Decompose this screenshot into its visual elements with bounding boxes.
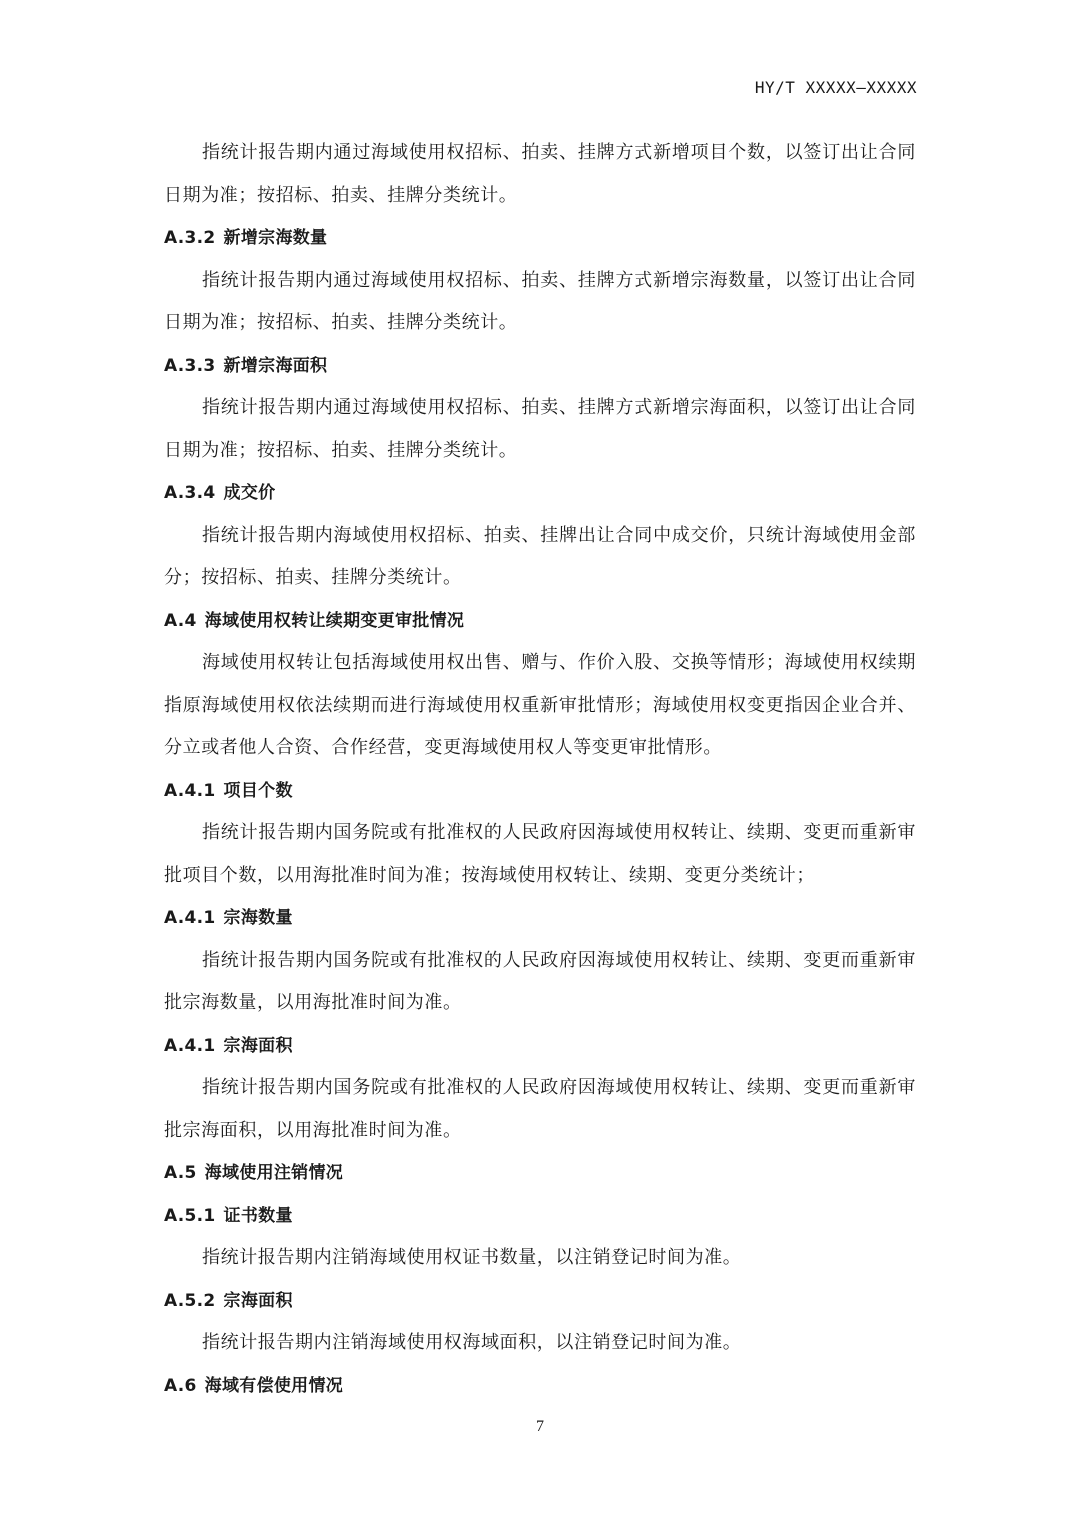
section-title: 新增宗海面积 <box>223 355 328 376</box>
section-title: 宗海数量 <box>223 908 293 928</box>
section-number: A.5.1 <box>164 1205 216 1226</box>
section-title: 成交价 <box>223 483 276 503</box>
section-title: 海域有偿使用情况 <box>204 1375 344 1396</box>
section-title: 项目个数 <box>223 780 293 801</box>
paragraph: 指统计报告期内注销海域使用权证书数量，以注销登记时间为准。 <box>202 1247 742 1268</box>
page-number: 7 <box>536 1418 544 1435</box>
section-heading <box>164 345 916 388</box>
paragraph: 指统计报告期内通过海域使用权招标、拍卖、挂牌方式新增宗海面积，以签订出让合同日期为准；按招标、拍卖、挂牌分类统计。 <box>164 397 916 461</box>
standard-code: HY/T XXXXX—XXXXX <box>754 78 917 97</box>
section-number: A.4.1 <box>164 780 216 801</box>
section-heading <box>164 600 916 643</box>
section-title: 海域使用权转让续期变更审批情况 <box>204 610 465 631</box>
section-number: A.4.1 <box>164 908 216 928</box>
paragraph: 指统计报告期内通过海域使用权招标、拍卖、挂牌方式新增宗海数量，以签订出让合同日期为准；按招标、拍卖、挂牌分类统计。 <box>164 269 916 333</box>
section-heading <box>164 217 916 260</box>
section-number: A.6 <box>164 1375 197 1396</box>
paragraph: 指统计报告期内国务院或有批准权的人民政府因海域使用权转让、续期、变更而重新审批项目个数，以用海批准时间为准；按海域使用权转让、续期、变更分类统计； <box>164 822 916 886</box>
paragraph: 指统计报告期内国务院或有批准权的人民政府因海域使用权转让、续期、变更而重新审批宗海面积，以用海批准时间为准。 <box>164 1077 916 1141</box>
section-number: A.3.4 <box>164 483 216 503</box>
section-heading <box>164 1025 916 1068</box>
paragraph: 指统计报告期内国务院或有批准权的人民政府因海域使用权转让、续期、变更而重新审批宗海数量，以用海批准时间为准。 <box>164 949 916 1013</box>
section-number: A.4 <box>164 610 197 631</box>
paragraph: 指统计报告期内海域使用权招标、拍卖、挂牌出让合同中成交价，只统计海域使用金部分；按招标、拍卖、挂牌分类统计。 <box>164 524 916 588</box>
section-number: A.5.2 <box>164 1290 216 1311</box>
section-number: A.3.2 <box>164 228 216 248</box>
section-title: 海域使用注销情况 <box>204 1163 344 1183</box>
section-title: 宗海面积 <box>223 1290 293 1311</box>
paragraph: 海域使用权转让包括海域使用权出售、赠与、作价入股、交换等情形；海域使用权续期指原海域使用权依法续期而进行海域使用权重新审批情形；海域使用权变更指因企业合并、分立或者他人合资、合作经营，变更海域使用权人等变更审批情形。 <box>164 652 916 758</box>
section-number: A.5 <box>164 1163 197 1183</box>
section-number: A.3.3 <box>164 355 216 376</box>
section-heading <box>164 472 916 515</box>
section-heading <box>164 770 916 813</box>
section-heading <box>164 1152 916 1195</box>
section-number: A.4.1 <box>164 1035 216 1056</box>
paragraph: 指统计报告期内通过海域使用权招标、拍卖、挂牌方式新增项目个数，以签订出让合同日期为准；按招标、拍卖、挂牌分类统计。 <box>164 142 916 206</box>
section-title: 新增宗海数量 <box>223 228 328 248</box>
paragraph: 指统计报告期内注销海域使用权海域面积，以注销登记时间为准。 <box>202 1332 742 1353</box>
section-heading <box>164 1365 916 1408</box>
section-title: 宗海面积 <box>223 1035 293 1056</box>
section-title: 证书数量 <box>223 1205 293 1226</box>
section-heading <box>164 1280 916 1323</box>
section-heading <box>164 897 916 940</box>
document-body <box>164 132 916 1407</box>
section-heading <box>164 1195 916 1238</box>
